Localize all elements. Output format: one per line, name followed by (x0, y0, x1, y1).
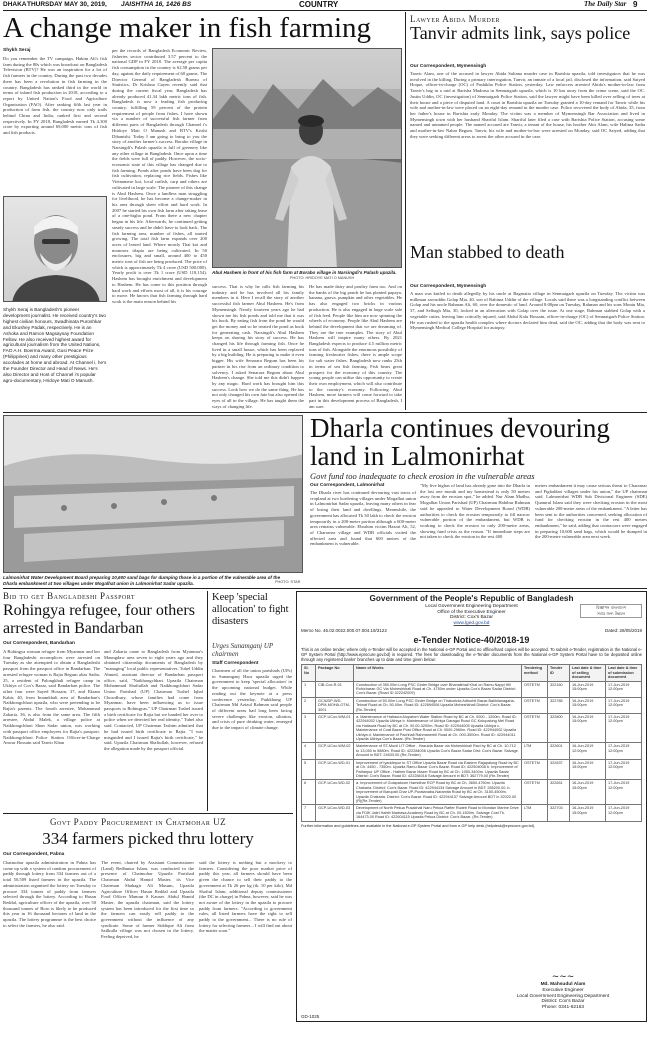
tender-bangla-line2: সবার জন্য উন্নয়ন (596, 611, 626, 616)
tender-sig-dept: Local Government Engineering Department (516, 993, 610, 999)
table-cell: 17-Jun-2019 12:00pm (606, 780, 642, 805)
tender-dept: Local Government Engineering Department (425, 604, 518, 609)
table-cell: 322800 (548, 714, 570, 743)
special-subhead: Urges Sunamganj UP chairmen (212, 642, 274, 658)
table-cell: CIB-Cox-R-01 (316, 681, 354, 697)
table-cell: GCP-UCox-WM-01 (316, 714, 354, 743)
table-cell: Maintenance of ST-Munil LIT Office - Hazuida Bazar via Moheshkhali Ravi by BC at Ch. 10.712 to 13,050 to 5880m. Road ID: 422284006 Upazila Cox's Bazar Sadar Dist: Cox's Bazar. Salvage Amount in BDT: 24633.00 (Re-Tender) (354, 743, 522, 759)
tender-sig-title: Executive Engineer (542, 987, 584, 993)
farmers-headline: 334 farmers picked thru lottery (42, 829, 254, 848)
dharla-subhead: Govt fund too inadequate to check erosion in the vulnerable areas (310, 471, 535, 481)
fish-body-col3: success. That is why he calls fish farming his industry and he has involved all his family members in it. Here I recall the story of another successful fish farmer Abul Hashem. He's from Mymensingh. Nearly fourteen years ago he had shown me his fish ponds and told me that it was his book. By eating fish from the pond he would get the money and so he treated the pond as book for generating cash. Narsingdi's Abul Hashem keeps on sharing his story of success. He has changed his life through farming fish. Once he lived in a small house, which has been replaced by a big building. He is preparing to make it even bigger. His wife Senarara Begum has been his partner in his rise from an ordinary condition to solvency. I asked Senarara Begum about Abul Hashem's change. She told me this didn't happen by any magic. Hard work has brought him this success. Look how we do the same thing. He has not only changed his own fate but also opened the eyes of all in the village. He has taught them the ways of changing life. (212, 284, 304, 409)
fish-body-col2: per the records of Bangladesh Economic Review, fisheries sector contributed 3.57 percent to the national GDP in FY 2018. The average per capita fish consumption in the country is 62.58 grams per day, against the daily requirement of 60 grams. The Director General of Bangladesh Bureau of Statistics, Dr Krishna Gayen recently said that during the current fiscal year, Bangladesh has already produced 41.34 lakh metric tons of fish. Bangladesh is now a leading fish producing country, fulfilling 59 percent of the protein requirement of people from fishes. I have shown via a number of successful fish farmer from different parts of Bangladesh through Channel i's Hridoye Mati O Manush and BTV's Krishi Dibanishi. Today I am going to bring to you the story of another farmer's success. Borabo village in Narsingdi's Palash upazila is full of greenery like any other village in Bangladesh. Once upon a time the fields were full of paddy. However, the socio-economic state of this village has changed due to fish farming. Ponds after ponds have been dug for fish cultivation, replacing rice fields. Fishes like Vietnamese koi, local catfish, carp and others are cultivated in large scale. The pioneer of this change is Abul Hashem. Once a landless man struggling for livelihood, he has become a change-maker in his area through sheer effort and hard work. In 2007 he started his own fish farm after taking lease of a one-bigha pond. From there a new chapter began in his life. Afterwards, he continued getting steady success and he didn't have to look back. The fish farming area, number of fishes, all started growing. The total fish farm expands over 200 acres of leased land. Where mostly Thai koi and monosex tilapia are being cultivated. In 50 enclosures, big and small, around 400 to 450 metric tons of fish are being produced. The price of which is approximately Tk 4 crore (USD 500,000). Yearly profit is over Tk 1 crore (USD 118,154). Hashem has brought enrichment and development to Hashem. He has come to this position through hard work and efforts most of all, it is his courage to move. He knows that fish farming through hard work is the main reason behind his (112, 48, 207, 304)
table-cell: LTM (522, 805, 548, 821)
table-cell: Development of North Pekua Pusakhali Naru Pekua Rafter Rudeb Road to Mondan Marine Drive via FDIK Jatiri Habib Madrasa Academy Road by BC at Ch. 00-1500m. Salvage Cost Tk. 164473.00 Road ID: 422604115 Upazila Pekua District: Cox's Bazar. (Re-Tender) (354, 805, 522, 821)
fish-body-col1: Do you remember the TV campaign, Hakim Ali's fish farm during the 80s which was broadcast on Bangladesh Television (BTV)? He was an inspiration for a lot of fish farmers in the country. During the past two decades there has been a revolution in fish farming in the country. Bangladesh has ranked third in the world in terms of inland fish production in 2018, according to a report by United Nation's Food and Agriculture Organisation (FAO). After ranking fifth last year in production of farm fish, the country now only trails behind China and India, ranked first and second respectively. In FY 2018, Bangladesh earned Tk 4,300 crore by exporting around 69,000 metric tons of fish and fish products. (3, 56, 107, 136)
table-cell: 17-Jun-2019 12:00pm (606, 743, 642, 759)
header-bangla-date: JAISHTHA 16, 1426 BS (121, 1, 192, 8)
tender-sig-name: Md. Mahsudul Alam (540, 982, 586, 988)
tender-intro: This is an online tender, where only e-Tender will be accepted in the National e-GP Portal and no offline/hard copies will be accepted. To submit e-Tender, registration in the National e-GP System Portal (http://www.eprocure.gov.bd) is required. The fees for downloading the e-Tender documents from the National e-GP System Portal have to be deposited online through any registered banks' branches up to date and time given below: (301, 647, 642, 663)
table-cell: 16-Jun-2019 15:00pm (570, 681, 606, 697)
tanvir-headline: Tanvir admits link, says police (410, 23, 631, 43)
tanvir-byline: Our Correspondent, Mymensingh (410, 64, 487, 69)
table-row (302, 714, 642, 743)
table-cell: 6 (302, 780, 316, 805)
stab-body: A man was knifed to death allegedly by his uncle at Bagmatia village in Senmaigarh upazila on Tuesday. The victim was milkman sarcuddin Golap Mia, 40, son of Rahima Uddin of the village. Locals said there was a longstanding conflict between Golap and his uncle Rahman Ali, 60, over the domestic of land. Around 8:00pm on Tuesday, Rahman and his sons Montu Mia, 37, and Selhagh Mia, 30, locked in an altercation with Golap over the issue. At one stage, Rahman stabbed Golap with a vegetable cutter, leaving him critically injured, said Abdul Kalu Hossain, officer-in-charge (OC) of Senmaigarh Police Station. He was rushed to the upazila health complex where doctors declared him dead, said the OC, adding that the body was sent to Mymensingh Medical College Hospital for autopsy. (410, 291, 645, 331)
header-date: THURSDAY MAY 30, 2019, (27, 1, 107, 8)
tender-col-submission: Last date & time of submission document (606, 665, 642, 681)
tender-gd-number: GD-1025 (301, 1014, 320, 1019)
tender-col-id: Tender ID (548, 665, 570, 681)
dharla-headline: Dharla continues devouring land in Lalmonirhat (310, 413, 610, 471)
section-name: COUNTRY (299, 0, 339, 9)
header-rule (3, 10, 647, 11)
tender-col-sl: Sl. No (302, 665, 316, 681)
tender-table (301, 664, 642, 821)
tender-col-works: Name of Works (354, 665, 522, 681)
tender-district: District: Cox's Bazar (449, 615, 494, 621)
table-cell: 17-Jun-2019 12:00pm (606, 805, 642, 821)
table-cell: 17-Jun-2019 12:00pm (606, 697, 642, 713)
embankment-photo (3, 415, 303, 573)
tender-col-method: Tendering method (522, 665, 548, 681)
stab-headline: Man stabbed to death (410, 242, 565, 262)
fish-headline: A change maker in fish farming (3, 12, 372, 44)
tender-footer-note: Further information and guidelines are available in the National e-GP System Portal and from e-GP help desk (helpdesk@eprocure.gov.bd). (301, 823, 536, 828)
table-cell: Construction of 50.00m Long PSC Girder Bridge on Thakurtola Adhurbil Bazar-Bakhilanagaria-Teknaf Road at Ch. 50.00m. Road ID: 422694006 Upazila Moheshkhali District: Cox's Bazar. (Re-Tender) (354, 697, 522, 713)
dharla-byline: Our Correspondent, Lalmonirhat (310, 483, 385, 488)
table-cell: 2 (302, 697, 316, 713)
rohingya-byline: Our Correspondent, Bandarban (3, 641, 75, 646)
tender-title: e-Tender Notice-40/2018-19 (413, 635, 530, 646)
table-cell: GCIUDP-WD-DPM-MOHA-OTM-3001 (316, 697, 354, 713)
tender-signature (498, 973, 628, 1011)
tender-notice (296, 591, 647, 1022)
table-cell: 16-Jun-2019 15:00pm (570, 759, 606, 780)
table-cell: GCP-UCox-WD-02 (316, 780, 354, 805)
tender-gov: Government of the People's Republic of Bangladesh (369, 594, 574, 603)
table-cell: 322160 (548, 681, 570, 697)
dharla-body-col3: metres embankment it may cause serious threat to Chararnar and Fighaldari villages under his union," the UP chairman said. Lalmonirhat WDB Sub Divisional Engineer (SDE) Quamrul Islam said they were checking erosion in the most vulnerable 200-metre areas of the embankment. "A letter has been sent to the authorities concerned, seeking allocation of fund for checking erosion in the rest 400 metres embankment," he said, adding that contractors were engaged in preparing 10,600 sand bags, which would be dumped in the 200-metre vulnerable area next week. (535, 483, 647, 540)
fish-body-col4: He has made dairy and poultry farm too. And on the banks of the big ponds he has planted papaya, banana, guava, pumpkin and other vegetables. He has also engaged two bricks in various production. He is also engaged in large scale sale of fish feed. People like him are now spinning the wheels of economy. People like Abul Hashem are behind the development that we are dreaming of. They are the true examples. The story of Abul Hashem will inspire many others. By 2021 Bangladesh expects to produce 4.5 million metric tons of fish. Alongside the enormous possibility of farming freshwater fishes, there is ample scope for salt water fishes. Bangladesh now ranks 25th in terms of sea fish farming. Fish bears great prospect for the economy of this country. The young people can utilise this opportunity to create their own employment, which will also contribute to the country's economy. Following Abul Hashem, more farmers will come forward to take part in this development process of Bangladesh, I am sure. (309, 284, 402, 409)
page-number: 9 (633, 0, 638, 9)
farmers-body-col1: Chatmohar upazila administration in Pabna has come up with a system of random procurement of paddy through lottery from 334 farmers out of a total 50,509 listed farmers in the upazila. The administration organised the lottery on Tuesday to procure 334 tonnes of paddy from farmers selected through the lottery. According to Hasan Reddal, agriculture officer of the upazila, over 50 thousand tonnes of Boro is likely to be produced this year in 16 thousand hectares of land in the upazila. The lottery programme is the best choice to select the farmers, he also said. (3, 860, 96, 928)
table-cell: GCP-UCox-WM-02 (316, 743, 354, 759)
fish-farm-photo (212, 48, 402, 268)
farmers-body-col2: The event, chaired by Assistant Commissioner (Land) Bedhunur Islam, was conducted in the presence of Chatmohar Upazila Parishad Chairman Abdul Hamid Master, its Vice Chairman Shahagir Ali Masum, Upazila Agriculture Officer Hasan Reddal and Upazila Food Officer Mamun S Kauser. Abdul Hamid Master, the upazila chairman, said the lottery system has been introduced for the first time so the farmers can easily sell paddy to the government without the influence of any syndicate. Some of farmer Siddique Ali from Sailkulla village was not chosen in the lottery. Feeling deprived, he (101, 860, 194, 940)
table-row (302, 805, 642, 821)
tender-office: Office of the Executive Engineer (437, 609, 506, 615)
section-rule-2 (3, 588, 647, 589)
tender-memo: Memo No. 46.02.0022.000.07.004.19/3122 (301, 628, 387, 634)
farmers-kicker: Govt Paddy Procurement in Chatmohar UZ (50, 817, 227, 827)
table-cell: 16-Jun-2019 15:00pm (570, 805, 606, 821)
table-cell: GCP-UCox-WD-01 (316, 759, 354, 780)
table-row (302, 743, 642, 759)
tender-col-package: Package No (316, 665, 354, 681)
column-divider (405, 12, 406, 410)
header-city: DHAKA (3, 1, 27, 8)
special-byline: Staff Correspondent (212, 661, 259, 666)
table-cell: 16-Jun-2019 12:00pm (570, 743, 606, 759)
author-caption: Shykh Seraj is Bangladesh's pioneer development journalist. He received country's two highest civilian honours, Swadhinata Puroshkar and Ekushey Padak, respectively. He is an Ashoka and Ramon Magsaysay Foundation Fellow. He also received highest award for agricultural journalism from the United Nations, FAO A.H. Boerma Award, Gusi Peace Prize (Philippines) and many other prestigious accolades at home and abroad. At Channel i, he's the Founder Director and Head of News. He's also Director and Host of Channel i's popular agro-documentary, Hridoye Mati O Manush. (3, 307, 107, 383)
tanvir-kicker: Lawyer Abida Murder (410, 14, 501, 24)
farmers-byline: Our Correspondent, Pabna (3, 852, 65, 857)
fish-photo-credit: PHOTO: HRIDOYE MATI O MANUSH (290, 276, 355, 280)
table-cell: a. Improvement of Gulapatoom Hamidhar RCP Road by BC at Ch. 3650-4760m. Upazila Chakaria. District: Cox's Bazar. Road ID: 422944134 Salvage Amount in BDT: 285200.00. b. Improvement of Barupati Char UP-Puratanaba-Naramita Road by BC at Ch. 3150-4500m. Upazila Chakaria. District: Cox's Bazar. Road ID: 422944137 Salvage Amount BDT in 32022.00 (R)(Re-Tender) (354, 780, 522, 805)
table-cell: 3 (302, 714, 316, 743)
table-cell: OSTETM (522, 759, 548, 780)
rohingya-body-col1: A Rohingya woman refugee from Myanmar and her four Bangladeshi accomplices were arrested on Tuesday as she attempted to obtain a Bangladeshi passport from the passport office in Bandarban. The arrested refugee woman is Rajia Begum alias Sadia, 25, a resident of Palongkhali refugee camp in Ukhiya of Cox's Bazar, said Bandarban police. The other four were Sayed Hossain, 37, and Ekram Kabir, 40, from Imamkhali area of Bandarban's Naikhongchhari upazila, who were pretending to be Rajia's parents. The fourth arrestee, Mohammad Zakaria, 36, is also from the same area. The fifth arrestee, Abdul Malek, a village police at Naikhongchhari Shun Sadar union, was working with passport office employees for Rajia's passport. Naikhongchhari Police Station Officer-in-Charge Anwar Hossain said Tanvir Khan (3, 649, 100, 746)
dharla-photo-caption: Lalmonirhat Water Development Board preparing 10,600 sand bags for dumping those in a portion of the vulnerable area of the Dharla embankment at two villages under Mogalhat union in Lalmonirhat Sadar upazila. (3, 575, 281, 586)
tender-dated: Dated: 28/05/2019 (604, 628, 642, 634)
fish-byline: Shykh Seraj (3, 48, 31, 53)
dharla-body-col1: The Dharla river has continued devouring vast tracts of cropland at two bordering villages under Mogalhat union in Lalmonirhat Sadar upazila, leaving many others in fear of losing their land and dwellings. Meanwhile, the government has allocated Tk 30 lakh to check the erosion temporarily in a 200-meter portion although a 600-meter area remains vulnerable. Ebrahim victim Hazrat Ali, 52, of Chararnar village and WDB officials visited the affected area and found that 600 metres of the embankment is vulnerable. (310, 490, 416, 547)
special-body: Chairmen of all the union parishads (UPs) in Sunamganj Haor upazila urged the government to keep 'special allocation' in the upcoming national budget. While reading out the keynote at a press conference yesterday, Paikkhong UP Chairman Md Azizul Rahman said people of different areas had long been facing severe challenges like erosion, siltation, and crisis of pure drinking water, emerged due to the impact of climate change. (212, 668, 292, 731)
tender-col-selling: Last date & time of selling document (570, 665, 606, 681)
table-cell: 322703 (548, 805, 570, 821)
table-cell: a. Maintenance of Hatiaura Alupatom Water Station Road by BC at Ch. 0000 - 1200m. Road ID: 422944002 Upazila Ukhiya b. Maintenance of Ukhiya Daragai Road GC Kutupalong Mel Road via Hatiaura Road by BC at Ch. 00.00-3200m. Road ID: 422944005 Upazila Ukhiya c. Maintenance of Coat Bazar Post Office Road at Ch. 0000-2960m. Road ID: 422944002 Upazila Ukhiya d. Maintenance of Pachhali Rahmanerbil Road at Ch. 000-3500m. Road ID: 422944011 Upazila Ukhiya Cox's Bazar. (Re-Tender) (354, 714, 522, 743)
dharla-photo-credit: PHOTO: STAR (275, 580, 301, 584)
table-cell: Improvement of Iyaddinpur to ST Office Upazila Bazar Road via Eastern Rajapalong Road by BC at Ch. 4450 - 7350m. Upazila Ramu Bazar Cox's Bazar. Road ID: 422504008 b. Improvement of Patharpur UP Office - Hatimir Bazar Mazer Road by BC at Ch. 1050-3400m. Upazila Sadar District: Cox's Bazar. Road ID: 422284016 Salvage Amount in BDT: 362779.00 (Re-Tender) (354, 759, 522, 780)
table-row (302, 759, 642, 780)
table-cell: 322601 (548, 743, 570, 759)
sandbag-embankment-photo-icon (4, 416, 303, 573)
tender-bangla-logo (580, 604, 642, 618)
table-cell: Construction of 350.00m Long PSC Girder Bridge over Bhanaikhali Khal on Ramu Nappi Hill Rohicharan GC Via Moheshkhali Road at Ch. 4750m under Upazila Cox's Bazar Sadar District: Cox's Bazar. (Road ID 322242009) (354, 681, 522, 697)
rohingya-body-col2: and Zakaria came to Bangladesh from Myanmar's Maungdaw area seven to eight years ago and they obtained citizenship documents of Bangladesh by "managing" local public representatives. Tuhel Uddin Ahmed, assistant director of Bandarban passport office, said, "Naikhongchhari Upazila Chairman Mohammad Shafiullah and Naikhongchhari Sadar Union Parishad (UP) Chairman Tushel Iqbal Chowdhury, whose families had come from Myanmar, have been influencing us to issue passports to Rohingyas." UP Chairman Tushel issued a birth certificate for Rajia but we handed her over to police when we detected her real identity," Tuhel also said. Contacted, UP Chairman Tashim admitted that he had issued birth certificate to Rajia. "I was misguided and I issued Rajia's birth certificate," he said. Upazila Chairman Shafiullah, however, refused the allegation made by the passport official. (104, 649, 203, 751)
signature-mark: ~~~ (551, 972, 575, 983)
table-row (302, 697, 642, 713)
table-cell: OSTETM (522, 780, 548, 805)
special-divider (207, 591, 208, 811)
table-cell: 16-Jun-2019 15:00pm (570, 714, 606, 743)
table-cell: OSTETM (522, 681, 548, 697)
author-portrait-icon (4, 197, 107, 302)
table-cell: OSTETM (522, 697, 548, 713)
tender-web-link[interactable]: www.lged.gov.bd (453, 620, 490, 626)
tender-sig-phone: Phone: 0341-62163 (541, 1005, 585, 1011)
table-cell: 16-Jun-2019 15:00pm (570, 697, 606, 713)
tender-sig-district: District: Cox's Bazar (541, 999, 585, 1005)
farmers-body-col3: said the lottery is nothing but a mockery to farmers. Considering the poor market price of paddy this year, all farmers should have been given the chance to sell their paddy to the government at Tk 26 per kg (tk. 10 per kilo). Md Shafiul Islam, additional deputy commissioner (the DC in charge) in Pabna, however, said he was not aware of the lottery in the upazila to procure paddy from farmers. "According to government rules, all listed farmers have the right to sell paddy to the government... There is no rule of lottery for selecting farmers... I will find out about the matter soon." (199, 860, 292, 934)
rohingya-kicker: Bid to get Bangladeshi Passport (3, 591, 136, 601)
masthead-logo: The Daily Star (584, 0, 627, 8)
table-cell: 7 (302, 805, 316, 821)
tanvir-body: Tanvir Alam, one of the accused in lawyer Abida Sultana murder case in Barishia upazila, told investigators that he was involved in the killing. During a primary interrogation, Tanvir, an inmate of a local jail, disclosed the information, said Saiyed Hoque, officer-in-charge (OC) of Pashikha Police Station, yesterday. Law enforcers arrested Abida's mother-in-law from Tanvir's bag in a raid at Barisha Madrasa in Senmaigarh upazila, which is 10 km away from the crime scene, said the OC. Justin Uddin, OC (investigation) of Senmaigarh Police Station, said the lawyer might have been killed over selling of trees at their house and a piece of disputed land. A court in Barishia upazila on Tuesday granted a 10-day remand for Tanvir while his wife and mother-in-law were placed on an eight-day remand in the murder case. Police recovered the body of Abida, 35, from her father's house in Barishia early Monday. The victim was a member of Mymensingh Bar Association and lived in Mymensingh town with her husband Shariful Islam. Shariful later filed a case with Barishia Police Station, accusing some named and unnamed people. The named accused are Tanvir, a tenant of the house, his brother Abir Alam, wife Halima Sadia and mother-in-law Nahar Begum. Tanvir, his wife and mother-in-law were arrested on Monday, said OC Saiyed, adding that they were seeking different areas to arrest the other accused in the case. (410, 71, 645, 139)
table-cell: 322637 (548, 759, 570, 780)
fish-photo-caption: Abul Hashem in front of his fish farm at Borabo village in Narsingdi's Palash upazila. (212, 270, 397, 275)
table-cell: 17-Jun-2019 12:00pm (606, 714, 642, 743)
stab-byline: Our Correspondent, Mymensingh (410, 284, 487, 289)
table-cell: 5 (302, 759, 316, 780)
table-cell: LTM (522, 743, 548, 759)
table-cell: GCP-UCox-WD-03 (316, 805, 354, 821)
tender-bangla-line1: বিজ্ঞাপন বাংলাদেশ (595, 605, 627, 610)
special-headline: Keep 'special allocation' to fight disasters (212, 592, 289, 627)
table-cell: 322651 (548, 780, 570, 805)
table-cell: 17-Jun-2019 12:00pm (606, 681, 642, 697)
section-rule-3 (3, 813, 293, 814)
table-cell: 4 (302, 743, 316, 759)
tender-table-header (302, 665, 642, 681)
author-photo (3, 196, 107, 302)
table-cell: 322785 (548, 697, 570, 713)
table-cell: OSTETM (522, 714, 548, 743)
table-row (302, 681, 642, 697)
table-cell: 16-Jun-2019 15:00pm (570, 780, 606, 805)
table-cell: 1 (302, 681, 316, 697)
dharla-body-col2: "My five bighas of land has already gone into the Dharla in the last one month and my homestead is only 50 metres away from the erosion spot," he added. Nur Alam Madhu, Mogalhat Union Parishad (UP) Chairman Habibur Rahman said he appealed to Water Development Board (WDB) authorities to check the erosion temporarily to fill narrow vulnerable portion of the embankment, but WDB is working to check the erosion in only 200-metre areas, showing fund crisis as the reason. "If immediate steps are not taken to check the erosion in the rest 400 (420, 483, 530, 540)
table-row (302, 780, 642, 805)
table-cell: 17-Jun-2019 12:00pm (606, 759, 642, 780)
fish-farmer-photo-icon (213, 49, 402, 268)
rohingya-headline: Rohingya refugee, four others arrested in Bandarban (3, 602, 195, 637)
